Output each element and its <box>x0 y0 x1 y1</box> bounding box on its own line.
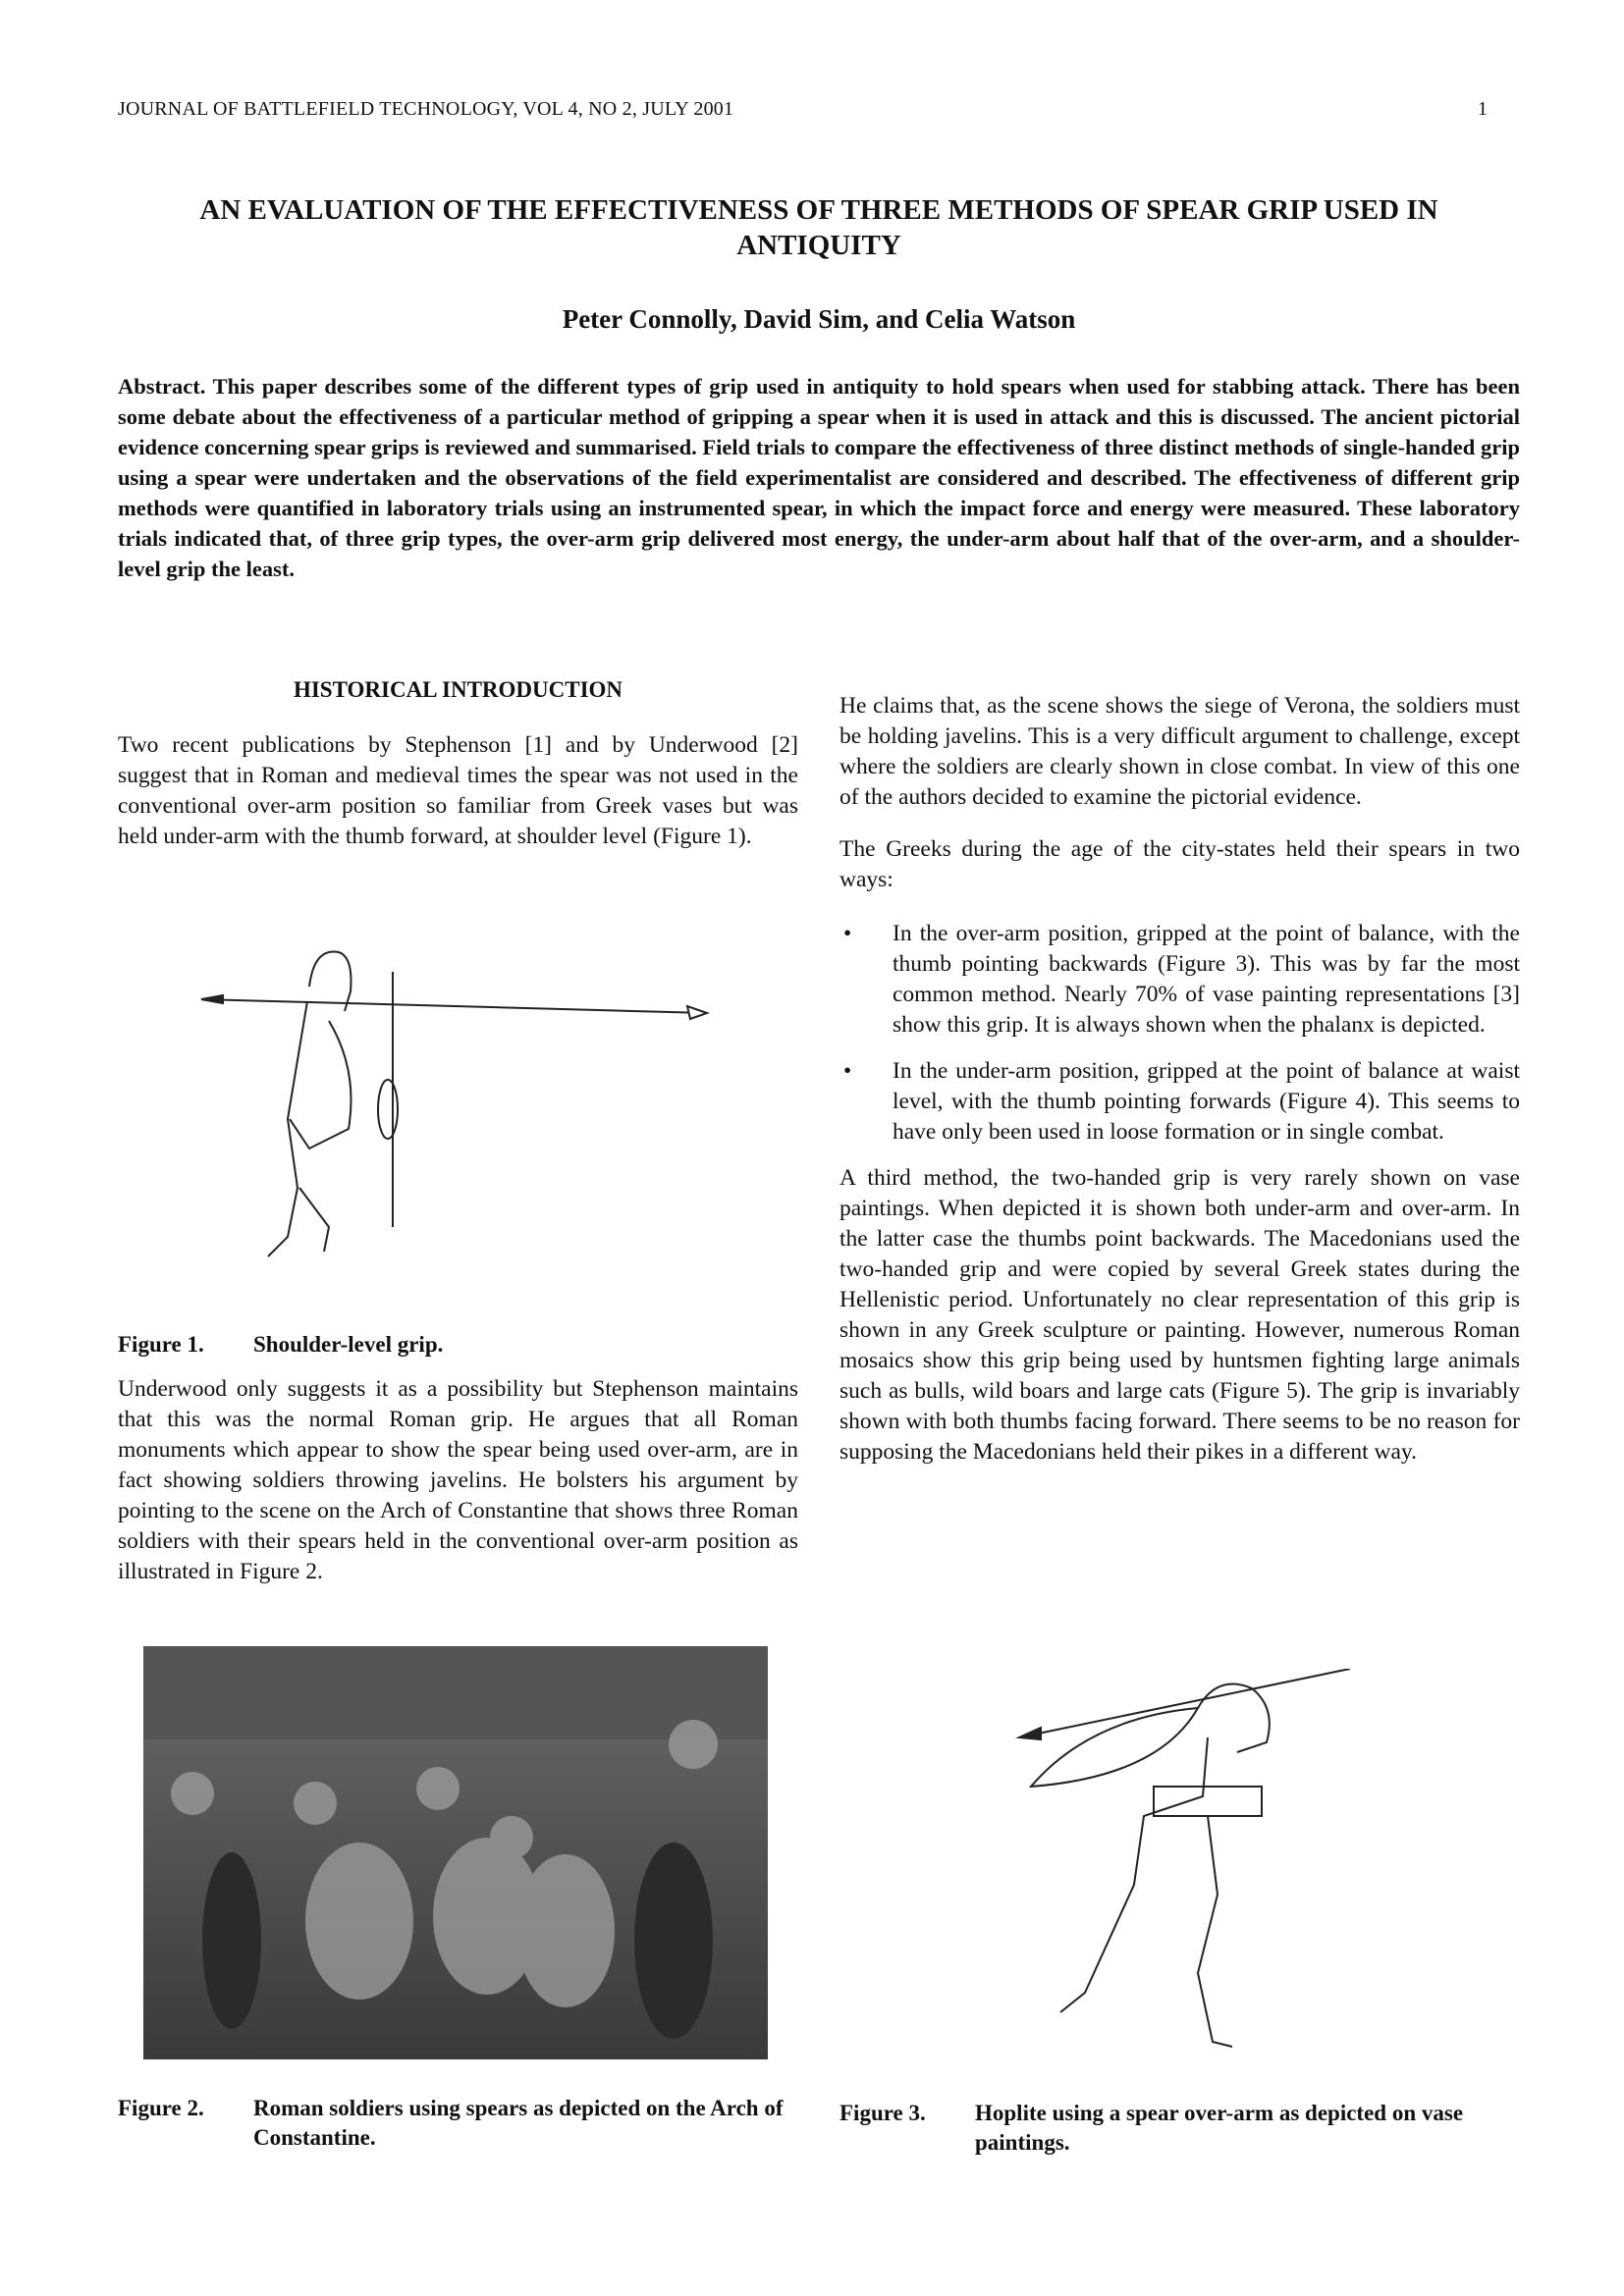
running-header: JOURNAL OF BATTLEFIELD TECHNOLOGY, VOL 4, NO 2, JULY 2001 <box>118 98 734 120</box>
list-item: • In the over-arm position, gripped at the point of balance, with the thumb pointing backwards (Figure 3). This was by far the most common method. Nearly 70% of vase painting representations [3] show this grip. It is always shown when the phalanx is depicted. <box>843 921 1520 1038</box>
figure-1-caption: Figure 1. Shoulder-level grip. <box>118 1332 444 1357</box>
figure-3-drawing <box>1011 1669 1375 2076</box>
grip-list <box>839 919 1520 1148</box>
figure-3-caption: Figure 3. Hoplite using a spear over-arm as depicted on vase paintings. <box>839 2101 1464 2155</box>
authors: Peter Connolly, David Sim, and Celia Watson <box>562 304 1076 334</box>
left-paragraph-2: Underwood only suggests it as a possibility but Stephenson maintains that this was the normal Roman grip. He argues that all Roman monuments which appear to show the spear being used over-arm, are in fact showing soldiers throwing javelins. He bolsters his argument by pointing to the scene on the Arch of Constantine that shows three Roman soldiers with their spears held in the conventional over-arm position as illustrated in Figure 2. <box>118 1376 798 1584</box>
right-column <box>839 691 1520 1468</box>
figure-1-drawing <box>191 933 722 1271</box>
figure-2-photo <box>143 1646 768 2059</box>
list-item: • In the under-arm position, gripped at the point of balance at waist level, with the thumb pointing forwards (Figure 4). This seems to have only been used in loose formation or in single combat. <box>843 1058 1520 1145</box>
section-heading: HISTORICAL INTRODUCTION <box>293 677 623 702</box>
figure-2-caption: Figure 2. Roman soldiers using spears as depicted on the Arch of Constantine. <box>118 2096 784 2150</box>
left-paragraph-1: Two recent publications by Stephenson [1] and by Underwood [2] suggest that in Roman and medieval times the spear was not used in the conventional over-arm position so familiar from Greek vases but was held under-arm with the thumb forward, at shoulder level (Figure 1). <box>118 732 798 849</box>
right-paragraph-2: The Greeks during the age of the city-states held their spears in two ways: <box>839 836 1520 892</box>
page-number: 1 <box>1478 98 1488 120</box>
paper-title: AN EVALUATION OF THE EFFECTIVENESS OF THREE METHODS OF SPEAR GRIP USED IN ANTIQUITY <box>199 194 1438 261</box>
abstract: Abstract. This paper describes some of the different types of grip used in antiquity to hold spears when used for stabbing attack. There has been some debate about the effectiveness of a particular method of gripping a spear when it is used in attack and this is discussed. The ancient pictorial evidence concerning spear grips is reviewed and summarised. Field trials to compare the effectiveness of three distinct methods of single-handed grip using a spear were undertaken and the observations of the field experimentalist are considered and described. The effectiveness of different grip methods were quantified in laboratory trials using an instrumented spear, in which the impact force and energy were measured. These laboratory trials indicated that, of three grip types, the over-arm grip delivered most energy, the under-arm about half that of the over-arm, and a shoulder-level grip the least. <box>118 374 1520 581</box>
right-paragraph-3: A third method, the two-handed grip is very rarely shown on vase paintings. When depicted it is shown both under-arm and over-arm. In the latter case the thumbs point backwards. The Macedonians used the two-handed grip and were copied by several Greek states during the Hellenistic period. Unfortunately no clear representation of this grip is shown in any Greek sculpture or painting. However, numerous Roman mosaics show this grip being used by huntsmen fighting large animals such as bulls, wild boars and large cats (Figure 5). The grip is invariably shown with both thumbs facing forward. There seems to be no reason for supposing the Macedonians held their pikes in a different way. <box>839 1165 1520 1465</box>
right-paragraph-1: He claims that, as the scene shows the siege of Verona, the soldiers must be holding javelins. This is a very difficult argument to challenge, except where the soldiers are clearly shown in close combat. In view of this one of the authors decided to examine the pictorial evidence. <box>839 693 1520 810</box>
